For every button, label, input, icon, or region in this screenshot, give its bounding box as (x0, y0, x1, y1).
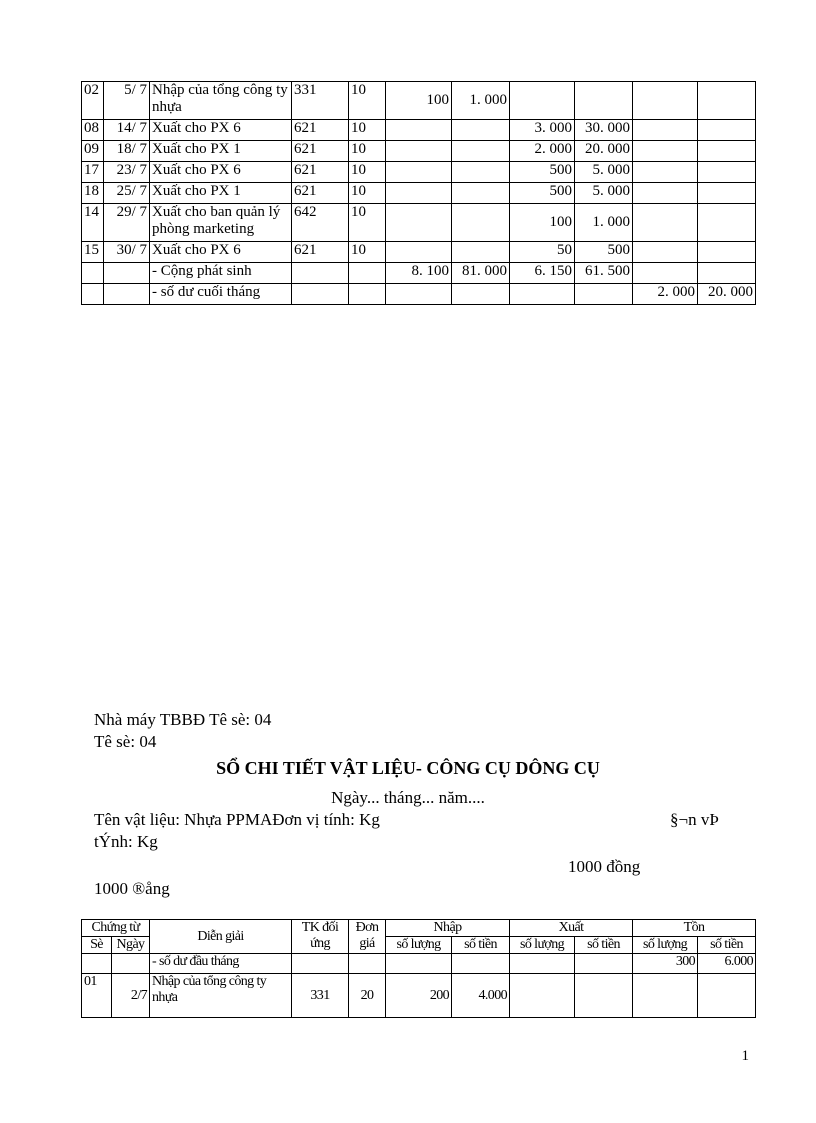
date-line: Ngày... tháng... năm.... (331, 788, 485, 807)
cell-xuat-st: 5. 000 (575, 162, 633, 183)
cell-ngay: 23/ 7 (104, 162, 150, 183)
cell-nhap-sl (386, 141, 452, 162)
table-row (82, 204, 756, 242)
header-row-1 (82, 920, 756, 937)
garbled-unit-line2: tÝnh: Kg (94, 832, 158, 851)
cell-ton-st: 20. 000 (698, 284, 756, 305)
top-ledger-table (81, 81, 756, 305)
cell-xuat-sl: 500 (510, 183, 575, 204)
row1-so: 01 (82, 974, 112, 1018)
cell-nhap-st (452, 162, 510, 183)
cell-ton-st (698, 82, 756, 120)
cell-nhap-sl (386, 120, 452, 141)
cell-nhap-st: 81. 000 (452, 263, 510, 284)
cell-tk: 331 (292, 82, 349, 120)
cell-xuat-sl: 50 (510, 242, 575, 263)
cell-nhap-st (452, 141, 510, 162)
cell-ton-st (698, 183, 756, 204)
cell-nhap-st (452, 183, 510, 204)
cell-xuat-sl: 100 (510, 204, 575, 242)
factory-line: Nhà máy TBBĐ Tê sè: 04 (94, 710, 272, 729)
cell-nhap-st (452, 204, 510, 242)
row1-don-gia: 20 (349, 974, 386, 1018)
cell-so: 17 (82, 162, 104, 183)
cell-tk: 621 (292, 183, 349, 204)
cell-ngay (104, 263, 150, 284)
cell-xuat-sl: 500 (510, 162, 575, 183)
cell-nhap-st: 1. 000 (452, 82, 510, 120)
ledger-title: SỔ CHI TIẾT VẬT LIỆU- CÔNG CỤ DÔNG CỤ (216, 758, 600, 778)
cell-ton-sl (633, 204, 698, 242)
cell-ngay: 29/ 7 (104, 204, 150, 242)
header-ton-st: số tiền (698, 937, 756, 954)
cell-so: 02 (82, 82, 104, 120)
opening-ton-sl: 300 (633, 954, 698, 974)
cell-ton-sl (633, 141, 698, 162)
cell-ton-st (698, 141, 756, 162)
bottom-ledger-table (81, 919, 756, 1018)
cell-dien-giai: - Cộng phát sinh (150, 263, 292, 284)
page-number: 1 (741, 1048, 749, 1064)
cell-nhap-sl (386, 204, 452, 242)
cell-ton-st (698, 242, 756, 263)
garbled-unit: §¬n vÞ (670, 810, 719, 829)
cell-dien-giai: Xuất cho PX 6 (150, 120, 292, 141)
cell-ton-st (698, 162, 756, 183)
cell-nhap-sl: 8. 100 (386, 263, 452, 284)
cell-ton-sl (633, 242, 698, 263)
cell-ngay: 18/ 7 (104, 141, 150, 162)
cell-ton-sl (633, 183, 698, 204)
cell-dien-giai: Nhập của tổng công ty nhựa (150, 82, 292, 120)
material-line: Tên vật liệu: Nhựa PPMAĐơn vị tính: Kg (94, 810, 380, 829)
cell-xuat-sl: 2. 000 (510, 141, 575, 162)
cell-xuat-sl: 6. 150 (510, 263, 575, 284)
cell-xuat-sl (510, 284, 575, 305)
cell-dien-giai: Xuất cho PX 1 (150, 183, 292, 204)
cell-ngay: 30/ 7 (104, 242, 150, 263)
unit-left: 1000 ®ång (94, 879, 170, 898)
cell-xuat-st: 500 (575, 242, 633, 263)
table-row (82, 183, 756, 204)
cell-nhap-sl (386, 183, 452, 204)
cell-tk: 642 (292, 204, 349, 242)
header-ton: Tồn (633, 920, 756, 937)
header-ton-sl: số lượng (633, 937, 698, 954)
row1-ngay: 2/7 (112, 974, 150, 1018)
cell-so: 18 (82, 183, 104, 204)
cell-don-gia (349, 284, 386, 305)
cell-so: 08 (82, 120, 104, 141)
cell-nhap-sl (386, 162, 452, 183)
table-row (82, 263, 756, 284)
cell-nhap-sl (386, 242, 452, 263)
ticket-number: Tê sè: 04 (94, 732, 157, 751)
row1-nhap-sl: 200 (386, 974, 452, 1018)
cell-nhap-sl (386, 284, 452, 305)
cell-don-gia: 10 (349, 162, 386, 183)
row1-nhap-st: 4.000 (452, 974, 510, 1018)
cell-xuat-st: 1. 000 (575, 204, 633, 242)
cell-xuat-st: 5. 000 (575, 183, 633, 204)
cell-ton-st (698, 204, 756, 242)
row1-dien-giai: Nhập của tổng công ty nhựa (150, 974, 292, 1018)
cell-don-gia: 10 (349, 242, 386, 263)
table-row (82, 284, 756, 305)
cell-don-gia (349, 263, 386, 284)
cell-tk: 621 (292, 141, 349, 162)
cell-ton-st (698, 120, 756, 141)
header-tk: TK đối ứng (292, 920, 349, 954)
cell-xuat-st: 61. 500 (575, 263, 633, 284)
cell-ngay: 5/ 7 (104, 82, 150, 120)
table-row (82, 162, 756, 183)
header-nhap-st: số tiền (452, 937, 510, 954)
cell-tk (292, 263, 349, 284)
cell-so: 14 (82, 204, 104, 242)
opening-label: - số dư đầu tháng (150, 954, 292, 974)
header-xuat-st: số tiền (575, 937, 633, 954)
cell-xuat-sl: 3. 000 (510, 120, 575, 141)
opening-balance-row (82, 954, 756, 974)
cell-ngay: 25/ 7 (104, 183, 150, 204)
cell-ton-st (698, 263, 756, 284)
cell-so: 09 (82, 141, 104, 162)
cell-ton-sl (633, 162, 698, 183)
header-chung-tu: Chứng từ (82, 920, 150, 937)
cell-ngay (104, 284, 150, 305)
table-row (82, 120, 756, 141)
cell-tk (292, 284, 349, 305)
table-row (82, 82, 756, 120)
cell-tk: 621 (292, 120, 349, 141)
header-nhap: Nhập (386, 920, 510, 937)
cell-ton-sl (633, 120, 698, 141)
cell-so (82, 284, 104, 305)
cell-nhap-st (452, 242, 510, 263)
cell-dien-giai: Xuất cho PX 6 (150, 162, 292, 183)
cell-ton-sl: 2. 000 (633, 284, 698, 305)
row1-tk: 331 (292, 974, 349, 1018)
cell-don-gia: 10 (349, 141, 386, 162)
cell-dien-giai: - số dư cuối tháng (150, 284, 292, 305)
header-ngay: Ngày (112, 937, 150, 954)
cell-nhap-st (452, 120, 510, 141)
cell-tk: 621 (292, 242, 349, 263)
cell-ton-sl (633, 82, 698, 120)
unit-right: 1000 đồng (568, 857, 641, 876)
cell-so (82, 263, 104, 284)
cell-dien-giai: Xuất cho ban quản lý phòng marketing (150, 204, 292, 242)
header-don-gia: Đơn giá (349, 920, 386, 954)
cell-xuat-sl (510, 82, 575, 120)
cell-xuat-st (575, 284, 633, 305)
cell-don-gia: 10 (349, 82, 386, 120)
header-xuat: Xuất (510, 920, 633, 937)
cell-ngay: 14/ 7 (104, 120, 150, 141)
cell-ton-sl (633, 263, 698, 284)
cell-nhap-st (452, 284, 510, 305)
cell-so: 15 (82, 242, 104, 263)
header-nhap-sl: số lượng (386, 937, 452, 954)
header-dien-giai: Diễn giải (150, 920, 292, 954)
table-row (82, 141, 756, 162)
cell-don-gia: 10 (349, 183, 386, 204)
cell-xuat-st: 20. 000 (575, 141, 633, 162)
table-row (82, 974, 756, 1018)
cell-don-gia: 10 (349, 204, 386, 242)
header-xuat-sl: số lượng (510, 937, 575, 954)
cell-dien-giai: Xuất cho PX 1 (150, 141, 292, 162)
cell-tk: 621 (292, 162, 349, 183)
cell-don-gia: 10 (349, 120, 386, 141)
opening-ton-st: 6.000 (698, 954, 756, 974)
cell-nhap-sl: 100 (386, 82, 452, 120)
cell-xuat-st (575, 82, 633, 120)
header-so: Sè (82, 937, 112, 954)
table-row (82, 242, 756, 263)
cell-dien-giai: Xuất cho PX 6 (150, 242, 292, 263)
cell-xuat-st: 30. 000 (575, 120, 633, 141)
